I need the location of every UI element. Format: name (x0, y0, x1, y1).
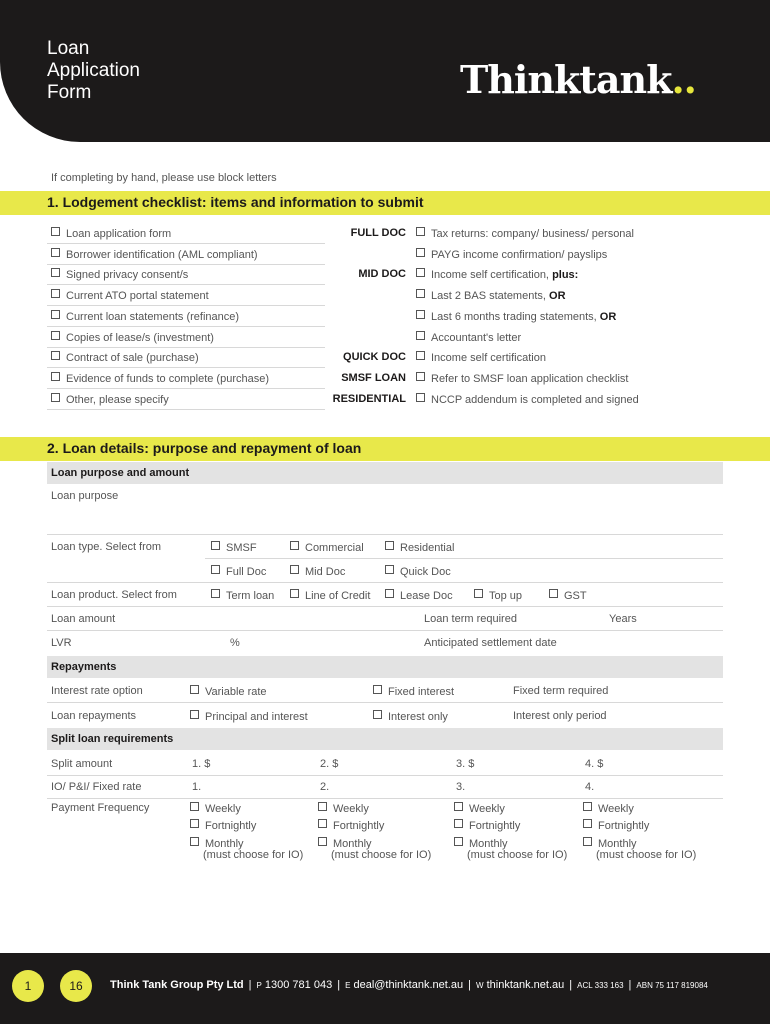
checkbox-mid-doc[interactable]: Mid Doc (290, 565, 345, 578)
checklist-item[interactable]: Contract of sale (purchase) (51, 351, 199, 364)
checklist-item[interactable]: Refer to SMSF loan application checklist (416, 372, 628, 385)
checklist-item[interactable]: NCCP addendum is completed and signed (416, 393, 639, 406)
divider (47, 326, 325, 327)
divider (47, 798, 723, 799)
divider (47, 534, 723, 535)
title-line: Loan (47, 38, 90, 59)
checkbox-variable-rate[interactable]: Variable rate (190, 685, 267, 698)
checklist-item[interactable]: Accountant's letter (416, 331, 521, 344)
payment-frequency-label: Payment Frequency (51, 802, 150, 814)
divider (47, 284, 325, 285)
checkbox-frequency-weekly[interactable]: Weekly (583, 802, 634, 815)
checklist-item[interactable]: Loan application form (51, 227, 171, 240)
loan-amount-label: Loan amount (51, 613, 116, 625)
logo-text: Thinktank (460, 57, 672, 102)
checkbox-lease-doc[interactable]: Lease Doc (385, 589, 453, 602)
io-value-4: 4. (585, 781, 595, 793)
checkbox-commercial[interactable]: Commercial (290, 541, 364, 554)
divider (47, 409, 325, 410)
checklist-item[interactable]: Income self certification (416, 351, 546, 364)
doc-type-label: RESIDENTIAL (332, 392, 406, 405)
checklist-item[interactable]: Income self certification, plus: (416, 268, 578, 281)
settlement-label: Anticipated settlement date (424, 637, 557, 649)
doc-type-label: FULL DOC (350, 227, 406, 239)
divider (47, 775, 723, 776)
repayments-header (47, 656, 723, 678)
checklist-item[interactable]: Current ATO portal statement (51, 289, 209, 302)
io-value-1: 1. (192, 781, 202, 793)
divider (47, 264, 325, 265)
section1-bar (0, 191, 770, 215)
checkbox-frequency-fortnightly[interactable]: Fortnightly (454, 819, 520, 832)
frequency-note: (must choose for IO) (203, 849, 304, 861)
years-label: Years (609, 613, 637, 625)
lvr-label: LVR (51, 637, 72, 649)
checklist-item[interactable]: Copies of lease/s (investment) (51, 331, 214, 344)
loan-term-label: Loan term required (424, 613, 517, 625)
form-title (47, 38, 140, 104)
checklist-item[interactable]: Last 2 BAS statements, OR (416, 289, 566, 302)
frequency-note: (must choose for IO) (467, 849, 568, 861)
split-amount-3: 3. $ (456, 758, 475, 770)
loan-product-label: Loan product. Select from (51, 589, 177, 601)
header-text: Split loan requirements (51, 733, 174, 745)
divider (47, 606, 723, 607)
divider (47, 388, 325, 389)
doc-type-label: SMSF LOAN (341, 371, 406, 384)
checkbox-quick-doc[interactable]: Quick Doc (385, 565, 451, 578)
thinktank-logo (460, 58, 696, 102)
divider (47, 367, 325, 368)
io-value-3: 3. (456, 781, 466, 793)
io-fixed-label: IO/ P&I/ Fixed rate (51, 781, 142, 793)
interest-only-period-label: Interest only period (513, 710, 607, 722)
checkbox-frequency-weekly[interactable]: Weekly (454, 802, 505, 815)
divider (47, 347, 325, 348)
checkbox-frequency-fortnightly[interactable]: Fortnightly (583, 819, 649, 832)
divider (47, 702, 723, 703)
checkbox-principal-interest[interactable]: Principal and interest (190, 710, 308, 723)
section1-title: 1. Lodgement checklist: items and information to submit (47, 194, 424, 210)
divider (47, 305, 325, 306)
fixed-term-label: Fixed term required (513, 685, 609, 697)
divider (47, 582, 723, 583)
frequency-note: (must choose for IO) (596, 849, 697, 861)
checkbox-frequency-monthly[interactable]: Monthly (583, 837, 637, 850)
checklist-item[interactable]: Borrower identification (AML compliant) (51, 248, 258, 261)
checklist-item[interactable]: Tax returns: company/ business/ personal (416, 227, 634, 240)
page-number: 1 (12, 970, 44, 1002)
io-value-2: 2. (320, 781, 330, 793)
email-prefix: E (345, 981, 351, 990)
checkbox-frequency-monthly[interactable]: Monthly (318, 837, 372, 850)
title-line: Form (47, 82, 92, 103)
percent-label: % (230, 637, 240, 649)
checklist-item[interactable]: Last 6 months trading statements, OR (416, 310, 616, 323)
divider (205, 558, 723, 559)
checkbox-frequency-monthly[interactable]: Monthly (190, 837, 244, 850)
header-text: Loan purpose and amount (51, 467, 190, 479)
checkbox-frequency-weekly[interactable]: Weekly (190, 802, 241, 815)
checkbox-fixed-interest[interactable]: Fixed interest (373, 685, 454, 698)
split-amount-1: 1. $ (192, 758, 211, 770)
split-amount-4: 4. $ (585, 758, 604, 770)
loan-type-label: Loan type. Select from (51, 541, 162, 553)
doc-type-label: QUICK DOC (343, 351, 406, 364)
website-link[interactable]: thinktank.net.au (486, 979, 565, 991)
company-name: Think Tank Group Pty Ltd (110, 979, 244, 991)
frequency-note: (must choose for IO) (331, 849, 432, 861)
checkbox-frequency-fortnightly[interactable]: Fortnightly (318, 819, 384, 832)
checkbox-frequency-fortnightly[interactable]: Fortnightly (190, 819, 256, 832)
section2-title: 2. Loan details: purpose and repayment of loan (47, 440, 362, 456)
checkbox-smsf[interactable]: SMSF (211, 541, 257, 554)
abn-number: ABN 75 117 819084 (636, 981, 708, 990)
split-amount-label: Split amount (51, 758, 113, 770)
page-total: 16 (60, 970, 92, 1002)
email-link[interactable]: deal@thinktank.net.au (353, 979, 464, 991)
loan-repayments-label: Loan repayments (51, 710, 136, 722)
acl-number: ACL 333 163 (577, 981, 624, 990)
header-text: Repayments (51, 661, 117, 673)
doc-type-label: MID DOC (358, 268, 406, 281)
logo-dots: .. (671, 57, 696, 102)
interest-rate-option-label: Interest rate option (51, 685, 143, 697)
split-loan-header (47, 728, 723, 750)
phone-prefix: P (256, 981, 262, 990)
checkbox-frequency-monthly[interactable]: Monthly (454, 837, 508, 850)
checkbox-line-of-credit[interactable]: Line of Credit (290, 589, 370, 602)
title-line: Application (47, 60, 140, 81)
checkbox-term-loan[interactable]: Term loan (211, 589, 274, 602)
intro-note: If completing by hand, please use block letters (51, 172, 277, 184)
checkbox-top-up[interactable]: Top up (474, 589, 522, 602)
checkbox-residential[interactable]: Residential (385, 541, 454, 554)
loan-purpose-header (47, 462, 723, 484)
checkbox-full-doc[interactable]: Full Doc (211, 565, 266, 578)
section2-bar (0, 437, 770, 461)
divider (47, 630, 723, 631)
checklist-item[interactable]: PAYG income confirmation/ payslips (416, 248, 607, 261)
split-amount-2: 2. $ (320, 758, 339, 770)
footer-contact: Think Tank Group Pty Ltd | P 1300 781 043 | E deal@thinktank.net.au | W thinktank.net.au | ACL 333 163 | ABN 75 117 819084 (110, 979, 708, 991)
checklist-item[interactable]: Signed privacy consent/s (51, 268, 188, 281)
checkbox-frequency-weekly[interactable]: Weekly (318, 802, 369, 815)
phone[interactable]: 1300 781 043 (264, 979, 333, 991)
divider (47, 243, 325, 244)
checklist-item[interactable]: Evidence of funds to complete (purchase) (51, 372, 269, 385)
checklist-item[interactable]: Current loan statements (refinance) (51, 310, 239, 323)
checkbox-gst[interactable]: GST (549, 589, 587, 602)
web-prefix: W (475, 981, 484, 990)
checkbox-interest-only[interactable]: Interest only (373, 710, 448, 723)
loan-purpose-label: Loan purpose (51, 490, 119, 502)
checklist-item[interactable]: Other, please specify (51, 393, 169, 406)
